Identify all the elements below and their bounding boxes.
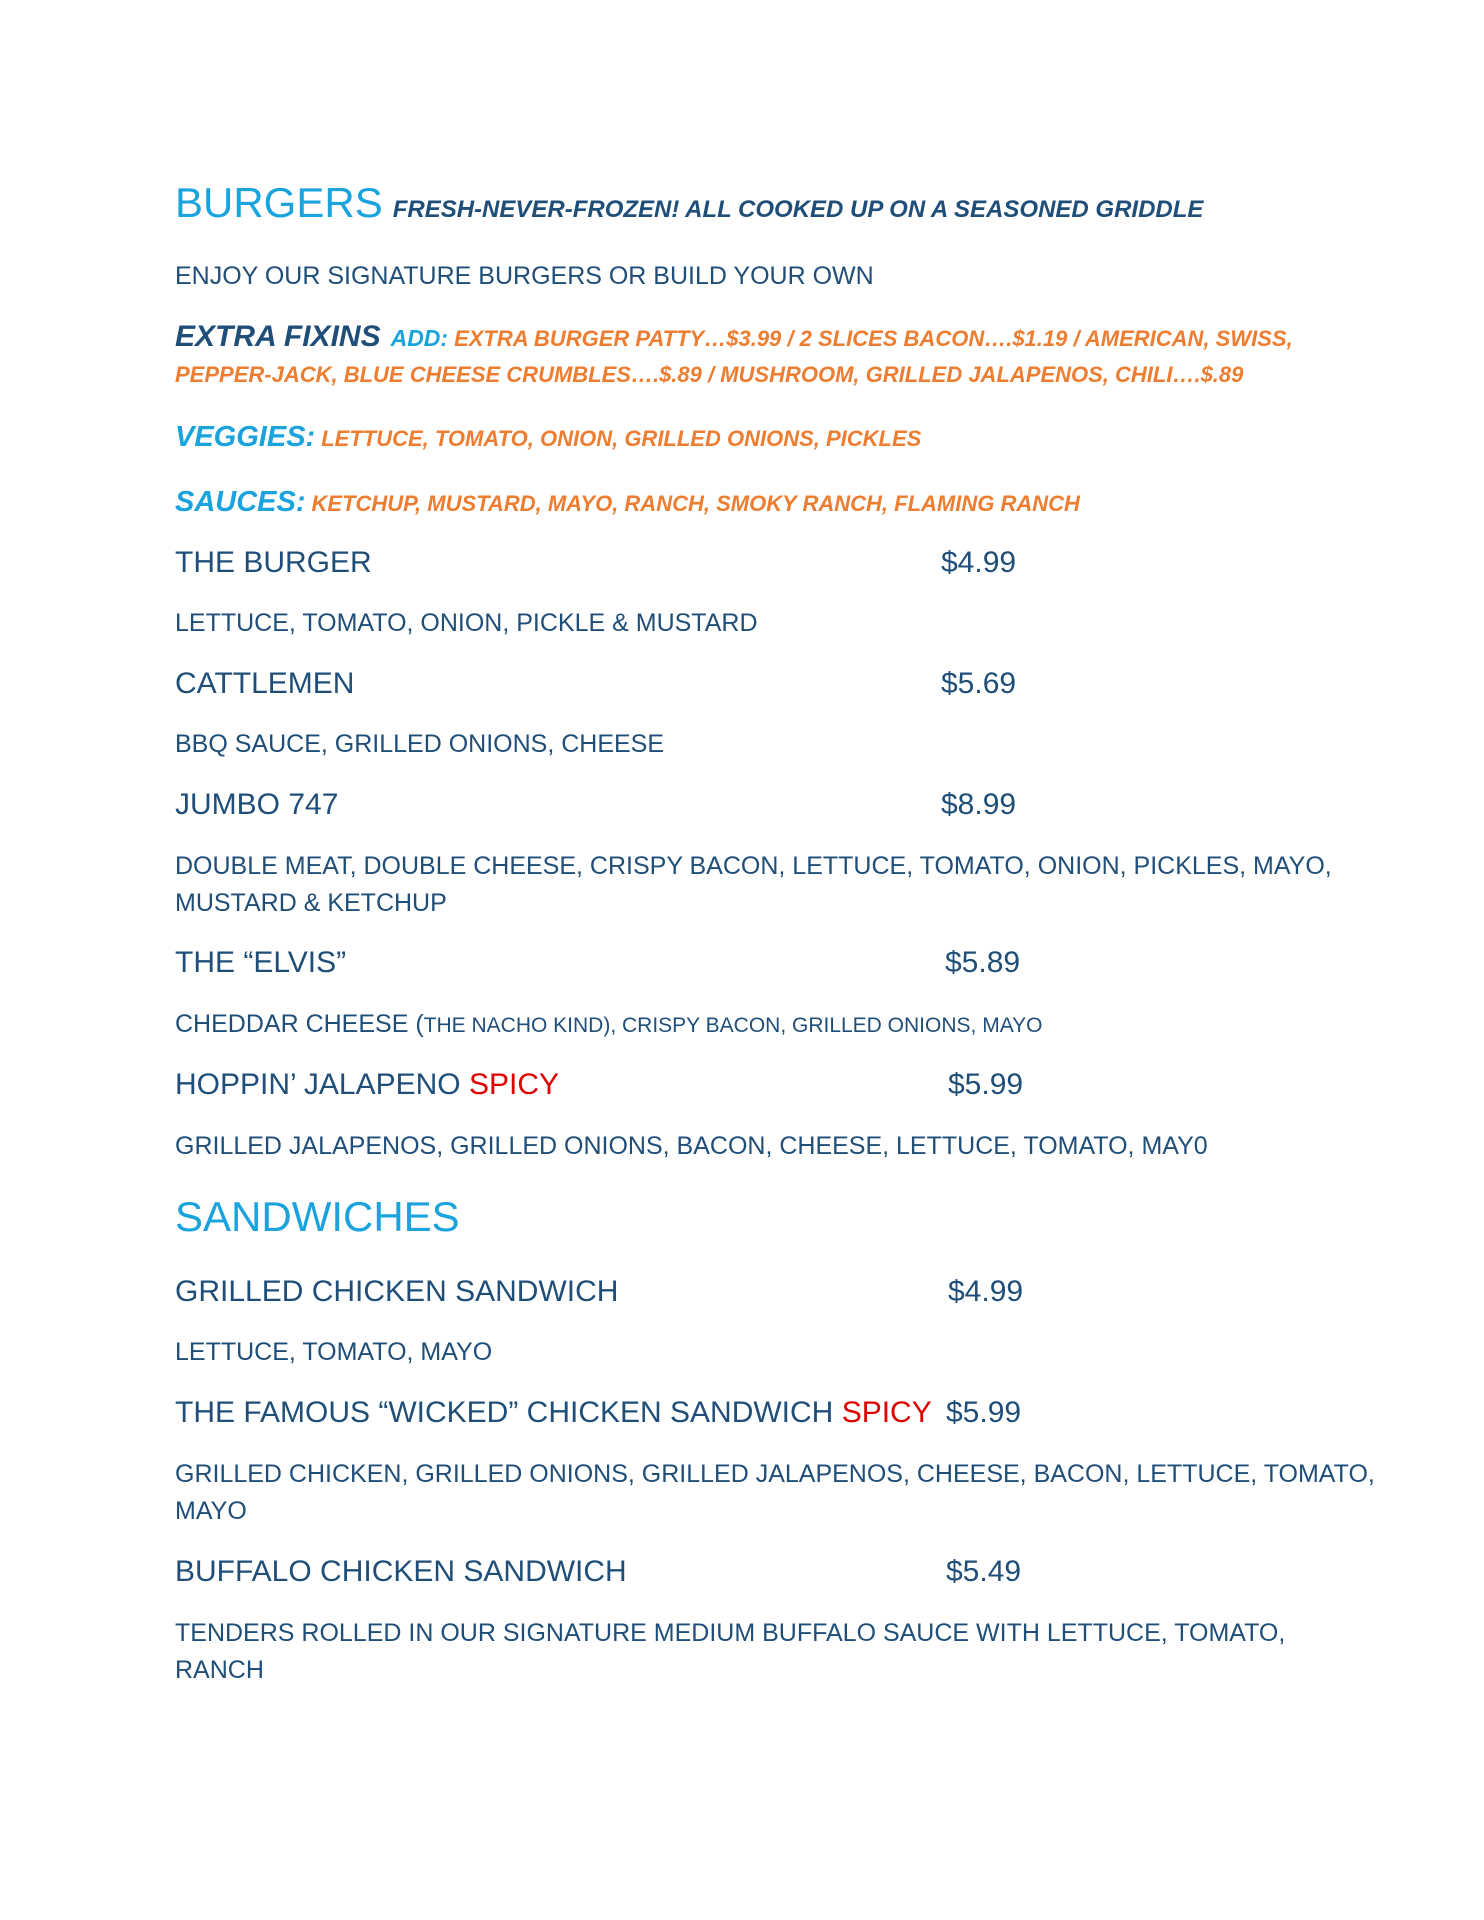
- menu-item-desc-line1: TENDERS ROLLED IN OUR SIGNATURE MEDIUM BUFFALO SAUCE WITH LETTUCE, TOMATO,: [175, 1619, 1286, 1647]
- veggies-list: LETTUCE, TOMATO, ONION, GRILLED ONIONS, PICKLES: [321, 426, 922, 451]
- menu-item-desc: LETTUCE, TOMATO, MAYO: [175, 1338, 493, 1366]
- sauces-list: KETCHUP, MUSTARD, MAYO, RANCH, SMOKY RANCH, FLAMING RANCH: [311, 491, 1080, 516]
- menu-item-desc-line2: MAYO: [175, 1497, 247, 1525]
- menu-page: [175, 0, 1375, 1920]
- menu-item-name-row: [175, 1398, 932, 1428]
- spicy-badge: SPICY: [468, 1068, 560, 1101]
- extra-fixins-text-1: EXTRA BURGER PATTY…$3.99 / 2 SLICES BACON….$1.19 / AMERICAN, SWISS,: [454, 326, 1293, 351]
- menu-item-name: CATTLEMEN: [175, 667, 355, 700]
- menu-item-price: $5.69: [941, 667, 1017, 700]
- menu-item-name: JUMBO 747: [175, 788, 339, 821]
- burgers-intro: ENJOY OUR SIGNATURE BURGERS OR BUILD YOUR OWN: [175, 262, 874, 290]
- menu-item-price: $5.99: [946, 1396, 1022, 1429]
- menu-item-price: $4.99: [941, 546, 1017, 579]
- desc-small: THE NACHO KIND), CRISPY BACON, GRILLED ONIONS, MAYO: [423, 1014, 1043, 1037]
- menu-item-desc: [175, 1012, 1042, 1037]
- menu-item-desc: LETTUCE, TOMATO, ONION, PICKLE & MUSTARD: [175, 609, 758, 637]
- menu-item-desc-line1: DOUBLE MEAT, DOUBLE CHEESE, CRISPY BACON, LETTUCE, TOMATO, ONION, PICKLES, MAYO,: [175, 852, 1332, 880]
- menu-item-price: $5.99: [948, 1068, 1024, 1101]
- menu-item-desc: BBQ SAUCE, GRILLED ONIONS, CHEESE: [175, 730, 665, 758]
- extra-fixins-label: EXTRA FIXINS: [175, 320, 381, 353]
- menu-item-name: GRILLED CHICKEN SANDWICH: [175, 1275, 619, 1308]
- desc-main: CHEDDAR CHEESE (: [175, 1010, 424, 1038]
- burgers-title: BURGERS: [175, 179, 383, 226]
- menu-item-desc: GRILLED JALAPENOS, GRILLED ONIONS, BACON, CHEESE, LETTUCE, TOMATO, MAY0: [175, 1132, 1208, 1160]
- menu-item-name: THE “ELVIS”: [175, 946, 347, 979]
- menu-item-price: $5.49: [946, 1555, 1022, 1588]
- burgers-header: [175, 179, 1204, 226]
- menu-item-name: BUFFALO CHICKEN SANDWICH: [175, 1555, 627, 1588]
- extra-fixins-text-2: PEPPER-JACK, BLUE CHEESE CRUMBLES….$.89 / MUSHROOM, GRILLED JALAPENOS, CHILI….$.89: [175, 362, 1244, 387]
- sauces-label: SAUCES:: [175, 486, 306, 518]
- extra-fixins-add-label: ADD:: [390, 325, 449, 351]
- menu-item-desc-line2: MUSTARD & KETCHUP: [175, 889, 447, 917]
- veggies-label: VEGGIES:: [175, 421, 316, 453]
- extra-fixins-line1: [175, 322, 1293, 352]
- sauces-line: [175, 488, 1080, 517]
- menu-item-price: $4.99: [948, 1275, 1024, 1308]
- menu-item-name: THE BURGER: [175, 546, 372, 579]
- veggies-line: [175, 423, 921, 452]
- sandwiches-title: SANDWICHES: [175, 1193, 460, 1240]
- menu-item-name-row: [175, 1070, 559, 1100]
- menu-item-desc-line1: GRILLED CHICKEN, GRILLED ONIONS, GRILLED JALAPENOS, CHEESE, BACON, LETTUCE, TOMATO,: [175, 1460, 1375, 1488]
- menu-item-price: $8.99: [941, 788, 1017, 821]
- menu-item-name: THE FAMOUS “WICKED” CHICKEN SANDWICH: [175, 1396, 834, 1429]
- menu-item-name: HOPPIN’ JALAPENO: [175, 1068, 461, 1101]
- menu-item-desc-line2: RANCH: [175, 1656, 264, 1684]
- spicy-badge: SPICY: [841, 1396, 932, 1429]
- menu-item-price: $5.89: [945, 946, 1021, 979]
- burgers-tagline: FRESH-NEVER-FROZEN! ALL COOKED UP ON A SEASONED GRIDDLE: [392, 196, 1204, 223]
